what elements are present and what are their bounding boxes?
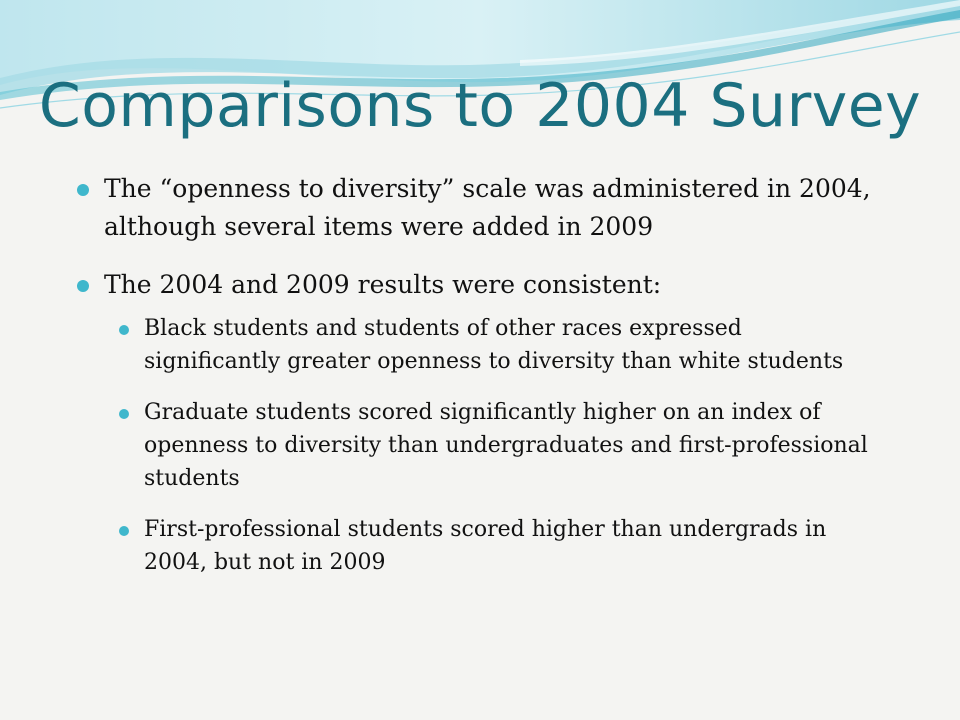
bullet-icon <box>119 526 129 536</box>
bullet-icon <box>119 325 129 335</box>
slide-content <box>74 170 874 597</box>
sub-bullet-item <box>114 312 874 378</box>
sub-bullet-text: Graduate students scored significantly higher on an index of openness to diversity than undergraduates and first-professional students <box>144 400 868 491</box>
sub-bullet-item <box>114 513 874 579</box>
bullet-item <box>74 266 874 304</box>
bullet-icon <box>77 280 89 292</box>
bullet-text: The “openness to diversity” scale was administered in 2004, although several items were added in 2009 <box>104 174 871 241</box>
slide-title: Comparisons to 2004 Survey <box>38 71 922 141</box>
bullet-text: The 2004 and 2009 results were consistent: <box>104 270 662 299</box>
bullet-item <box>74 170 874 246</box>
bullet-icon <box>119 409 129 419</box>
sub-bullet-list <box>114 312 874 579</box>
sub-bullet-item <box>114 396 874 495</box>
sub-bullet-text: Black students and students of other races expressed significantly greater openness to diversity than white students <box>144 316 844 374</box>
sub-bullet-text: First-professional students scored higher than undergrads in 2004, but not in 2009 <box>144 517 827 575</box>
bullet-icon <box>77 184 89 196</box>
